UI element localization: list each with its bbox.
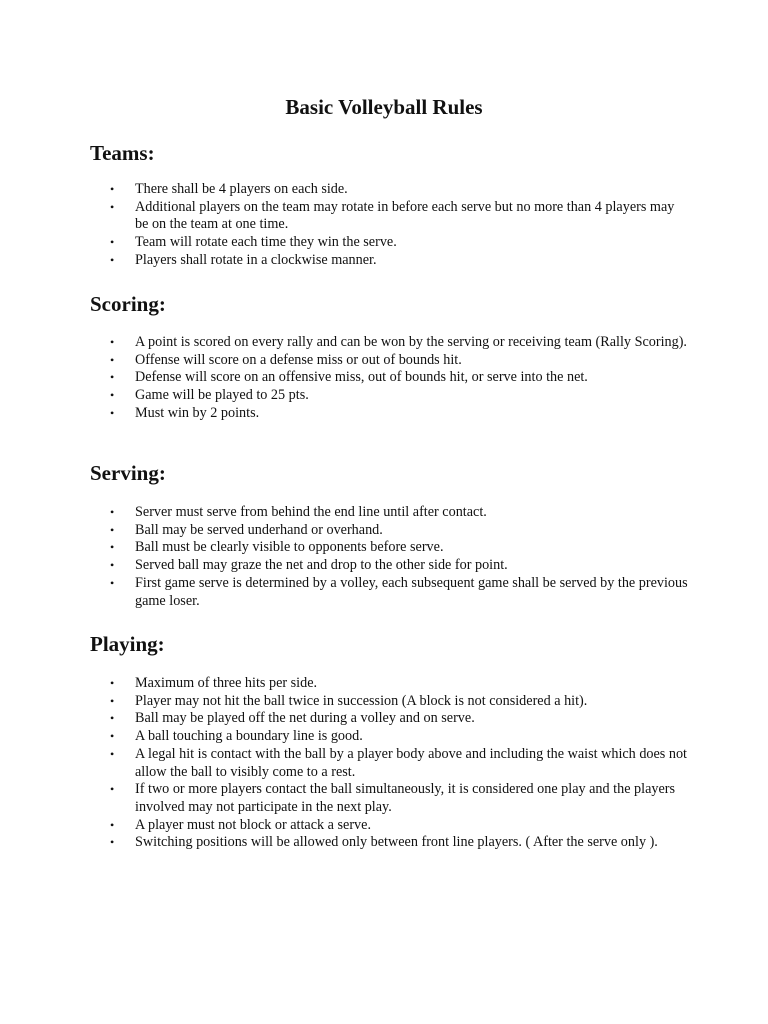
list-item (90, 252, 690, 270)
list-item (90, 710, 690, 728)
rule-text: Player may not hit the ball twice in succession (A block is not considered a hit). (135, 692, 588, 709)
bullet-icon: • (110, 835, 115, 850)
rule-text: Server must serve from behind the end line until after contact. (135, 504, 487, 520)
list-item (90, 387, 690, 405)
rule-text: A ball touching a boundary line is good. (135, 728, 363, 745)
list-item (90, 181, 690, 199)
list-item (90, 575, 690, 610)
rule-text: A player must not block or attack a serve. (135, 816, 371, 833)
rule-list-teams (90, 181, 690, 270)
list-item (90, 234, 690, 252)
rule-text: Defense will score on an offensive miss, out of bounds hit, or serve into the net. (135, 369, 588, 386)
rule-text: Team will rotate each time they win the serve. (135, 234, 397, 251)
bullet-icon: • (110, 335, 115, 349)
list-item (90, 405, 690, 423)
list-item (90, 199, 690, 234)
section-serving (90, 460, 690, 609)
document-title: Basic Volleyball Rules (285, 95, 483, 119)
bullet-icon: • (110, 235, 115, 250)
bullet-icon: • (110, 575, 115, 590)
rule-text: Additional players on the team may rotate in before each serve but no more than 4 players may be on the team at one time. (135, 198, 675, 233)
rule-text: A point is scored on every rally and can be won by the serving or receiving team (Rally Scoring). (135, 334, 687, 350)
list-item (90, 746, 690, 781)
rule-list-scoring (90, 334, 690, 423)
rule-text: Switching positions will be allowed only between front line players. ( After the serve only ). (135, 834, 658, 851)
rule-text: Ball must be clearly visible to opponents before serve. (135, 539, 444, 556)
section-scoring (90, 291, 690, 421)
bullet-icon: • (110, 370, 115, 385)
bullet-icon: • (110, 711, 115, 726)
section-playing (90, 631, 690, 851)
list-item (90, 539, 690, 557)
bullet-icon: • (110, 352, 115, 367)
rule-text: Game will be played to 25 pts. (135, 387, 309, 404)
list-item (90, 728, 690, 746)
rule-text: Offense will score on a defense miss or out of bounds hit. (135, 351, 462, 368)
list-item (90, 504, 690, 522)
section-heading-scoring: Scoring: (90, 292, 166, 316)
bullet-icon: • (110, 540, 115, 555)
list-item (90, 817, 690, 835)
section-heading-teams: Teams: (90, 141, 155, 165)
bullet-icon: • (110, 405, 115, 420)
rule-text: First game serve is determined by a volley, each subsequent game shall be served by the previous game loser. (135, 574, 688, 609)
bullet-icon: • (110, 676, 115, 690)
rule-text: Players shall rotate in a clockwise manner. (135, 251, 377, 268)
rule-text: Served ball may graze the net and drop to the other side for point. (135, 557, 508, 574)
list-item (90, 693, 690, 711)
rule-list-playing (90, 675, 690, 852)
section-teams (90, 140, 690, 268)
rule-text: There shall be 4 players on each side. (135, 181, 348, 197)
bullet-icon: • (110, 782, 115, 797)
rule-text: Must win by 2 points. (135, 404, 260, 421)
bullet-icon: • (110, 505, 115, 519)
bullet-icon: • (110, 388, 115, 403)
bullet-icon: • (110, 729, 115, 744)
list-item (90, 834, 690, 852)
bullet-icon: • (110, 558, 115, 573)
bullet-icon: • (110, 817, 115, 832)
bullet-icon: • (110, 252, 115, 267)
list-item (90, 352, 690, 370)
list-item (90, 369, 690, 387)
list-item (90, 781, 690, 816)
section-heading-playing: Playing: (90, 632, 165, 656)
bullet-icon: • (110, 746, 115, 761)
bullet-icon: • (110, 522, 115, 537)
list-item (90, 557, 690, 575)
rule-text: Ball may be played off the net during a volley and on serve. (135, 710, 475, 727)
rule-text: A legal hit is contact with the ball by a player body above and including the waist which does not allow the ball to visibly come to a rest. (135, 745, 688, 780)
list-item (90, 522, 690, 540)
rule-list-serving (90, 504, 690, 610)
list-item (90, 675, 690, 693)
rule-text: Maximum of three hits per side. (135, 675, 318, 691)
section-heading-serving: Serving: (90, 461, 166, 485)
bullet-icon: • (110, 199, 115, 214)
bullet-icon: • (110, 182, 115, 196)
list-item (90, 334, 690, 352)
bullet-icon: • (110, 693, 115, 708)
rule-text: If two or more players contact the ball simultaneously, it is considered one play and the players involved may not participate in the next play. (135, 781, 676, 815)
rule-text: Ball may be served underhand or overhand. (135, 521, 383, 538)
